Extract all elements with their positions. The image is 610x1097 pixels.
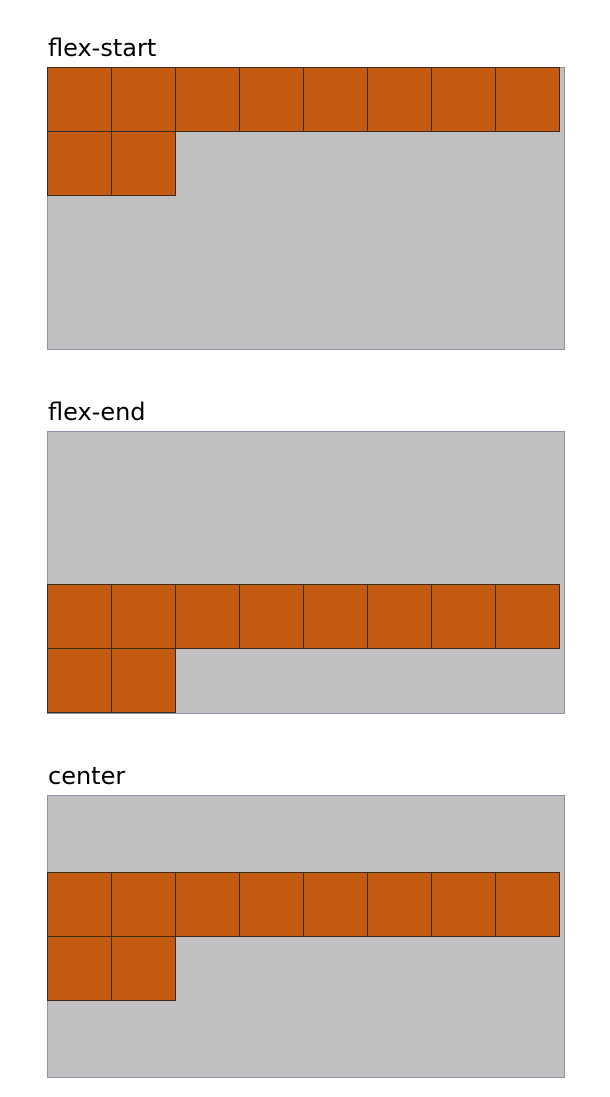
- flex-item: [175, 67, 240, 132]
- flex-item: [495, 584, 560, 649]
- flex-item: [47, 67, 112, 132]
- flex-item: [431, 584, 496, 649]
- center-container: [47, 795, 565, 1078]
- flex-item: [367, 584, 432, 649]
- center-label: center: [48, 762, 126, 790]
- flex-item: [175, 872, 240, 937]
- flex-item: [367, 872, 432, 937]
- flex-item: [175, 584, 240, 649]
- flex-end-label: flex-end: [48, 398, 146, 426]
- flex-item: [47, 936, 112, 1001]
- flex-item: [303, 67, 368, 132]
- flex-item: [495, 872, 560, 937]
- flex-item: [495, 67, 560, 132]
- flex-item: [111, 67, 176, 132]
- flex-item: [239, 67, 304, 132]
- flex-item: [47, 648, 112, 713]
- flex-item: [47, 584, 112, 649]
- flex-start-label: flex-start: [48, 34, 157, 62]
- flex-item: [111, 648, 176, 713]
- flex-item: [47, 131, 112, 196]
- flex-item: [239, 872, 304, 937]
- flex-item: [111, 131, 176, 196]
- flex-item: [239, 584, 304, 649]
- flex-item: [111, 584, 176, 649]
- flex-start-container: [47, 67, 565, 350]
- flex-item: [303, 872, 368, 937]
- flex-item: [303, 584, 368, 649]
- flex-item: [431, 67, 496, 132]
- flex-item: [111, 936, 176, 1001]
- flex-end-container: [47, 431, 565, 714]
- flex-item: [111, 872, 176, 937]
- flex-item: [367, 67, 432, 132]
- flex-item: [47, 872, 112, 937]
- flex-item: [431, 872, 496, 937]
